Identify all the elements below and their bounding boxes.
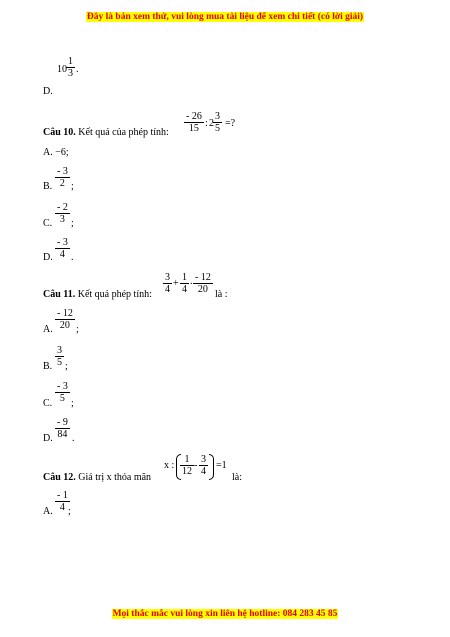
q12-minus: -	[194, 460, 198, 471]
q11-tail: là :	[215, 289, 228, 300]
mixed-number-whole: 10	[57, 64, 67, 75]
q10-fraction-1: $\frac{- 26}{15}$	[186, 111, 202, 134]
question-12: Câu 12. Giá trị x thỏa mãn	[43, 472, 152, 483]
q12-option-a-semicolon: ;	[68, 506, 71, 517]
q12-option-a-label: A.	[43, 506, 53, 517]
q11-option-a-label: A.	[43, 324, 53, 335]
mixed-number-period: .	[76, 64, 79, 75]
option-d-label: D.	[43, 86, 53, 97]
q11-option-d-label: D.	[43, 433, 53, 444]
q10-option-a: A. −6;	[43, 147, 69, 158]
q11-option-c-semicolon: ;	[71, 398, 74, 409]
q11-option-b-fraction: $\frac{3}{5}$	[57, 345, 62, 368]
q12-option-a-fraction: $\frac{- 1}{4}$	[57, 490, 68, 513]
q10-option-d-period: .	[71, 252, 74, 263]
mixed-number-fraction: $\frac{1}{3}$	[68, 56, 73, 79]
q10-option-c-semicolon: ;	[71, 218, 74, 229]
q11-option-b-label: B.	[43, 361, 53, 372]
q10-whole: 2	[209, 118, 214, 129]
question-10: Câu 10. Kết quả của phép tính:	[43, 127, 169, 138]
q12-x-colon: x :	[164, 460, 175, 471]
preview-banner: Đây là bản xem thử, vui lòng mua tài liệu để xem chi tiết (có lời giải)	[86, 12, 364, 22]
q11-option-a-fraction: $\frac{- 12}{20}$	[57, 308, 73, 331]
q11-fraction-3: $\frac{- 12}{20}$	[195, 272, 211, 295]
q11-option-b-semicolon: ;	[65, 361, 68, 372]
q11-option-a-semicolon: ;	[76, 324, 79, 335]
q10-option-d-label: D.	[43, 252, 53, 263]
q10-equals: =?	[225, 118, 236, 129]
q12-tail: là:	[232, 472, 242, 483]
q10-option-c-fraction: $\frac{- 2}{3}$	[57, 202, 68, 225]
q10-option-d-fraction: $\frac{- 3}{4}$	[57, 237, 68, 260]
q11-option-c-fraction: $\frac{- 3}{5}$	[57, 381, 68, 404]
q12-fraction-2: $\frac{3}{4}$	[201, 454, 206, 477]
q10-option-c-label: C.	[43, 218, 53, 229]
q12-equals-one: =1	[216, 460, 227, 471]
q10-fraction-2: $\frac{3}{5}$	[215, 111, 220, 134]
q11-fraction-1: $\frac{3}{4}$	[165, 272, 170, 295]
q10-option-b-fraction: $\frac{- 3}{2}$	[57, 166, 68, 189]
q11-option-d-period: .	[72, 433, 75, 444]
q11-fraction-2: $\frac{1}{4}$	[182, 272, 187, 295]
q12-right-paren	[209, 454, 214, 480]
q11-option-c-label: C.	[43, 398, 53, 409]
question-11: Câu 11. Kết quả phép tính:	[43, 289, 152, 300]
q10-option-b-label: B.	[43, 181, 53, 192]
hotline-banner: Mọi thắc mắc vui lòng xin liên hệ hotline: 084 283 45 85	[112, 609, 338, 619]
q11-option-d-fraction: $\frac{- 9}{84}$	[57, 417, 68, 440]
q12-fraction-1: $\frac{1}{12}$	[182, 454, 192, 477]
q10-option-b-semicolon: ;	[71, 181, 74, 192]
q11-plus: +	[173, 278, 179, 289]
q10-colon: :	[205, 118, 208, 129]
q11-dot: .	[190, 276, 193, 287]
